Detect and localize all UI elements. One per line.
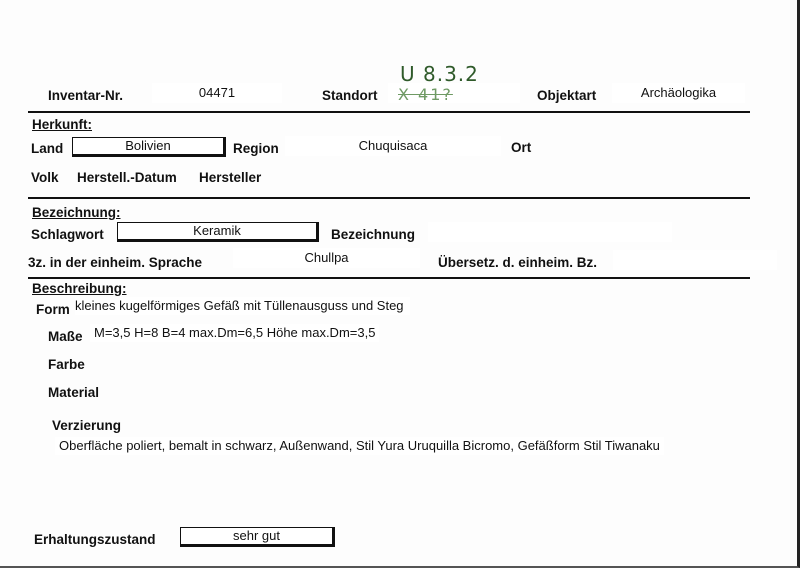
region-label: Region — [233, 141, 279, 156]
masse-label: Maße — [48, 329, 83, 344]
divider-2 — [28, 197, 750, 199]
material-label: Material — [48, 385, 100, 400]
objektart-field: Archäologika — [612, 83, 745, 103]
bezeichnung-label: Bezeichnung — [331, 227, 416, 242]
verzierung-value: Oberfläche poliert, bemalt in schwarz, Außenwand, Stil Yura Uruquilla Bicromo, Gefäßform Stil Tiwanaku — [55, 437, 664, 455]
bezeichnung-field — [428, 222, 672, 242]
bezeichnung-heading: Bezeichnung: — [32, 205, 121, 220]
inventar-label: Inventar-Nr. — [48, 88, 124, 103]
divider-3 — [28, 277, 750, 279]
herstell-datum-label: Herstell.-Datum — [77, 170, 177, 185]
erhaltungszustand-label: Erhaltungszustand — [34, 532, 156, 547]
einheim-field: Chullpa — [233, 248, 420, 268]
uebersetz-label: Übersetz. d. einheim. Bz. — [438, 255, 598, 270]
masse-value: M=3,5 H=8 B=4 max.Dm=6,5 Höhe max.Dm=3,5 — [90, 324, 379, 342]
standort-struck: X 41? — [398, 85, 453, 104]
inventar-field: 04471 — [152, 83, 282, 103]
herkunft-heading: Herkunft: — [32, 117, 92, 132]
farbe-label: Farbe — [48, 357, 85, 372]
form-label: Form — [36, 302, 70, 317]
beschreibung-heading: Beschreibung: — [32, 281, 127, 296]
verzierung-label: Verzierung — [52, 418, 122, 433]
ort-label: Ort — [511, 140, 532, 155]
objektart-label: Objektart — [537, 88, 597, 103]
einheim-label: 3z. in der einheim. Sprache — [28, 255, 203, 270]
form-value: kleines kugelförmiges Gefäß mit Tüllenausguss und Steg — [75, 297, 410, 315]
schlagwort-field: Keramik — [117, 222, 319, 242]
uebersetz-field — [613, 250, 777, 270]
schlagwort-label: Schlagwort — [31, 227, 104, 242]
divider-1 — [28, 111, 750, 113]
erhaltungszustand-field: sehr gut — [180, 527, 335, 547]
hersteller-label: Hersteller — [199, 170, 262, 185]
region-field: Chuquisaca — [285, 136, 501, 156]
standort-label: Standort — [322, 88, 378, 103]
standort-handwritten: U 8.3.2 — [400, 62, 479, 86]
volk-label: Volk — [31, 170, 59, 185]
land-field: Bolivien — [72, 137, 226, 157]
land-label: Land — [31, 141, 64, 156]
